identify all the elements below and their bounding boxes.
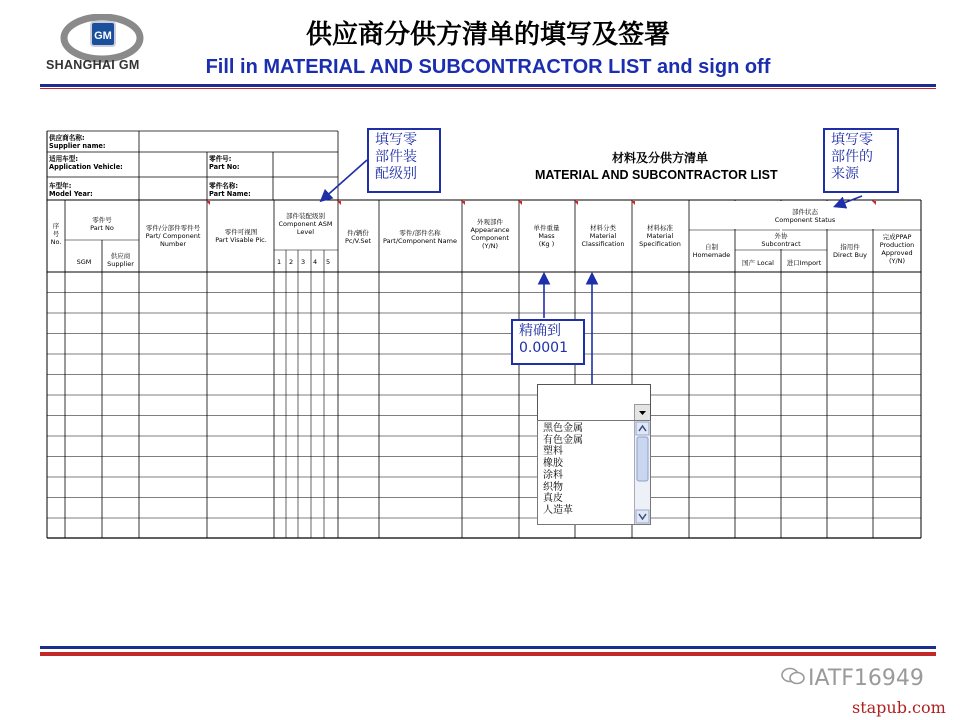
supplier-name-label: 供应商名称: Supplier name: xyxy=(49,134,106,150)
callout-asm-level: 填写零 部件装 配级别 xyxy=(367,128,441,193)
dropdown-toggle[interactable] xyxy=(634,404,650,420)
form-title-cn: 材料及分供方清单 xyxy=(612,151,709,165)
col-ppap-header: 完成PPAP Production Approved (Y/N) xyxy=(879,233,915,265)
col-part-no-header: 零件号 Part No xyxy=(90,216,114,232)
scroll-down-button xyxy=(636,510,649,523)
col-direct-buy-header: 指用件 Direct Buy xyxy=(833,243,867,259)
chevron-down-icon xyxy=(635,405,650,420)
material-class-dropdown[interactable] xyxy=(537,384,651,422)
col-supplier-header: 供应商 Supplier xyxy=(107,252,134,268)
part-no-label: 零件号: Part No: xyxy=(209,155,240,171)
option-item[interactable]: 橡胶 xyxy=(543,458,563,470)
col-visable-pic-header: 零件可视图 Part Visable Pic. xyxy=(215,228,267,244)
site-url: stapub.com xyxy=(852,698,946,717)
col-local-header: 国产 Local xyxy=(742,259,774,267)
scroll-up-button xyxy=(636,422,649,435)
page-title-cn: 供应商分供方清单的填写及签署 xyxy=(305,20,670,50)
model-year-label: 车型年: Model Year: xyxy=(49,182,93,198)
application-vehicle-label: 适用车型: Application Vehicle: xyxy=(49,155,123,171)
logo-badge: GM xyxy=(94,30,112,42)
col-homemade-header: 自制 Homemade xyxy=(692,243,731,259)
material-class-options[interactable] xyxy=(537,420,651,525)
option-item[interactable]: 涂料 xyxy=(543,469,563,481)
col-material-spec-header: 材料标准 Material Specification xyxy=(639,224,681,248)
watermark: IATF16949 xyxy=(780,666,924,692)
option-item[interactable]: 黑色金属 xyxy=(543,423,583,434)
form-title-en: MATERIAL AND SUBCONTRACTOR LIST xyxy=(535,168,778,182)
option-item[interactable]: 塑料 xyxy=(543,446,563,458)
wechat-icon xyxy=(780,666,808,692)
col-import-header: 进口Import xyxy=(786,259,822,267)
col-component-number-header: 零件/分部件零件号 Part/ Component Number xyxy=(145,224,201,248)
scroll-thumb xyxy=(637,437,648,481)
option-item[interactable]: 真皮 xyxy=(543,493,563,505)
footer-rule-red xyxy=(40,652,936,656)
callout-source: 填写零 部件的 来源 xyxy=(823,128,899,193)
col-no-header: 序 号 No. xyxy=(50,222,62,246)
footer-rule-blue xyxy=(40,646,936,649)
option-item[interactable]: 织物 xyxy=(543,481,563,493)
page-title-en: Fill in MATERIAL AND SUBCONTRACTOR LIST and sign off xyxy=(205,56,771,78)
part-name-label: 零件名称: Part Name: xyxy=(209,182,251,198)
logo-text: SHANGHAI GM xyxy=(46,58,140,72)
callout-precision: 精确到 0.0001 xyxy=(511,319,585,365)
col-mass-header: 单件重量 Mass (Kg ) xyxy=(533,224,560,248)
option-item[interactable]: 人造革 xyxy=(543,504,573,516)
col-subcontract-header: 外协 Subcontract xyxy=(761,232,801,248)
option-item[interactable]: 有色金属 xyxy=(543,434,583,446)
col-material-class-header: 材料分类 Material Classification xyxy=(581,224,625,248)
col-asm-level-header: 部件装配级别 Component ASM Level xyxy=(278,212,333,236)
col-pc-set-header: 件/辆份 Pc/V.Set xyxy=(344,229,372,245)
col-sgm-header: SGM xyxy=(76,258,92,266)
col-component-name-header: 零件/部件名称 Part/Component Name xyxy=(382,229,457,245)
col-component-status-header: 部件状态 Component Status xyxy=(774,208,836,224)
col-appearance-header: 外观部件 Appearance Component (Y/N) xyxy=(470,218,510,250)
dropdown-scrollbar[interactable] xyxy=(634,421,650,524)
